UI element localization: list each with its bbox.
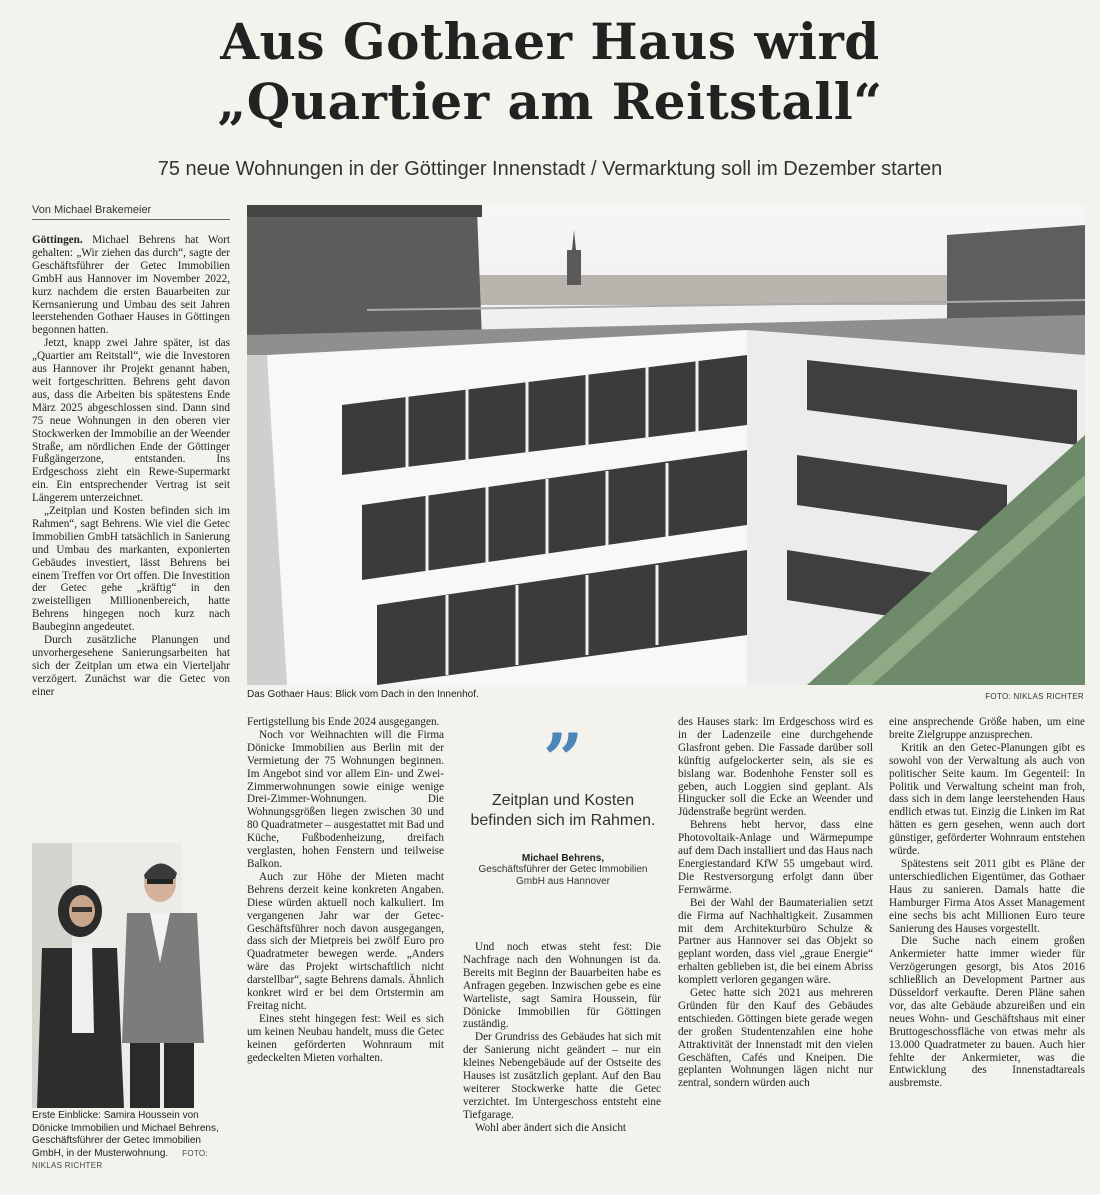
text-column-2 — [247, 716, 444, 1186]
main-photo-caption: Das Gothaer Haus: Blick vom Dach in den Innenhof. — [247, 689, 479, 700]
paragraph: Fertigstellung bis Ende 2024 ausgegangen. — [247, 716, 440, 728]
byline: Von Michael Brakemeier — [32, 204, 230, 220]
paragraph: Göttingen. Michael Behrens hat Wort gehalten: „Wir ziehen das durch“, sagte der Geschäftsführer der Getec Immobilien GmbH aus Hannover im November 2022, kurz nachdem die ersten Bauarbeiten zur Kernsanierung und Umbau des seit Jahren leerstehenden Gothaer Hauses in Göttingen begonnen hatten. — [32, 234, 230, 337]
paragraph: Bei der Wahl der Baumaterialien setzt die Firma auf Nachhaltigkeit. Zusammen mit dem Architekturbüro Schulze & Partner aus Hannover sei das Objekt so geplant worden, dass viel „graue Energie“ erhalten geblieben ist, die bei einem Abriss komplett verloren gegangen wäre. — [678, 896, 873, 987]
quote-text: Zeitplan und Kosten befinden sich im Rahmen. — [470, 792, 656, 829]
text-column-4 — [678, 716, 873, 1186]
paragraph: eine ansprechende Größe haben, um eine breite Zielgruppe anzusprechen. — [889, 716, 1085, 741]
main-photo-credit: FOTO: NIKLAS RICHTER — [985, 692, 1084, 701]
text-column-5 — [889, 716, 1085, 1186]
headline-line-2: „Quartier am Reitstall“ — [217, 72, 883, 131]
paragraph: Jetzt, knapp zwei Jahre später, ist das „Quartier am Reitstall“, wie die Investoren aus Hannover ihr Projekt genannt haben, weit fortgeschritten. Behrens geht davon aus, dass die Arbeiten bis spätestens Ende März 2025 abgeschlossen sind. Dann sind 75 neue Wohnungen in den oberen vier Stockwerken der Immobilie an der Weender Straße, am nördlichen Ende der Göttinger Fußgängerzone, entstanden. Ins Erdgeschoss zieht ein Rewe-Supermarkt ein. Ein entsprechender Vertrag ist seit Längerem unterzeichnet. — [32, 337, 230, 505]
paragraph: Spätestens seit 2011 gibt es Pläne der unterschiedlichen Eigentümer, das Gothaer Haus zu sanieren. Damals hatte die Hamburger Firma Atos Asset Management eine sechs bis acht Millionen Euro teure Sanierung des Hauses vorgestellt. — [889, 857, 1085, 935]
paragraph: Durch zusätzliche Planungen und unvorhergesehene Sanierungsarbeiten hat sich der Zeitplan um etwa ein Vierteljahr verzögert. Zunächst war die Getec von einer — [32, 634, 230, 698]
paragraph: des Hauses stark: Im Erdgeschoss wird es in der Ladenzeile eine durchgehende Glasfront geben. Die Fassade darüber soll künftig aufgelockerter sein, als sie es bislang war. Bodenhohe Fenster soll es geben, auch Loggien sind geplant. Als Hingucker soll die Ecke an Weender und Jüdenstraße begrünt werden. — [678, 716, 873, 819]
people-photo — [32, 843, 230, 1108]
text-column-1 — [32, 234, 230, 832]
main-photo — [247, 205, 1085, 685]
paragraph: Der Grundriss des Gebäudes hat sich mit der Sanierung nicht geändert – nur ein kleines Nebengebäude auf der Ostseite des Hauses ist zusätzlich geplant. Auf den Bau weiterer Stockwerke hatte die Getec verzichtet. Im Untergeschoss entsteht eine Tiefgarage. — [463, 1031, 661, 1121]
paragraph: Eines steht hingegen fest: Weil es sich um keinen Neubau handelt, muss die Getec keinen geförderten Wohnraum mit gedeckelten Mieten vorhalten. — [247, 1012, 444, 1064]
paragraph: Noch vor Weihnachten will die Firma Dönicke Immobilien aus Berlin mit der Vermietung der 75 Wohnungen beginnen. Im Angebot sind vor allem Ein- und Zwei-Zimmerwohnungen sowie einige wenige Drei-Zimmer-Wohnungen. Die Wohnungsgrößen liegen zwischen 30 und 80 Quadratmeter – ausgestattet mit Bad und Küche, Fußbodenheizung, dreifach verglasten, hohen Fenstern und teilweise Balkon. — [247, 728, 444, 870]
quote-author-role: Geschäftsführer der Getec Immobilien GmbH aus Hannover — [478, 864, 648, 887]
paragraph: Behrens hebt hervor, dass eine Photovoltaik-Anlage und Wärmepumpe auf dem Dach installiert und das Haus nach Energiestandard KfW 55 umgebaut wird. Die Restversorgung erfolgt dann über Fernwärme. — [678, 819, 873, 896]
paragraph: Kritik an den Getec-Planungen gibt es sowohl von der Verwaltung als auch von politischer Seite kaum. Im Gegenteil: In Politik und Verwaltung scheint man froh, dass sich in dem lange leerstehenden Haus endlich etwas tut. Einzig die Linken im Rat hätten es gern gesehen, wenn auch dort günstiger, geförderter Wohnraum entstehen würde. — [889, 741, 1085, 858]
people-photo-caption: Erste Einblicke: Samira Houssein von Dönicke Immobilien und Michael Behrens, Geschäftsführer der Getec Immobilien GmbH, in der Musterwohnung. FOTO: NIKLAS RICHTER — [32, 1110, 219, 1170]
headline-line-1: Aus Gothaer Haus wird — [220, 12, 880, 71]
headline — [0, 12, 1100, 132]
paragraph: Wohl aber ändert sich die Ansicht — [475, 1121, 627, 1134]
dateline: Göttingen. — [32, 234, 83, 246]
paragraph: Und noch etwas steht fest: Die Nachfrage nach den Wohnungen ist da. Bereits mit Beginn der Bauarbeiten habe es Anfragen gegeben. Inzwischen gebe es eine Warteliste, sagt Samira Houssein, für Dönicke Immobilien für Göttingen zuständig. — [463, 941, 661, 1031]
text-column-3 — [463, 941, 661, 1186]
paragraph: Die Suche nach einem großen Ankermieter hatte immer wieder für Verzögerungen gesorgt, bis Atos 2016 schließlich an Development Partner aus Düsseldorf verkaufte. Deren Pläne sahen vor, das alte Gebäude abzureißen und ein neues Wohn- und Geschäftshaus mit einer Bruttogeschossfläche von etwas mehr als 13.000 Quadratmeter zu bauen. Auch hier fehlte der Ankermieter, was die Entwicklung des Innenstadtareals ausbremste. — [889, 935, 1085, 1090]
portrait-image — [32, 843, 230, 1108]
building-courtyard-image — [247, 205, 1085, 685]
quote-mark-icon: ” — [542, 718, 584, 801]
people-photo-credit: FOTO: NIKLAS RICHTER — [32, 1148, 208, 1170]
quote-author: Michael Behrens, — [521, 853, 605, 864]
paragraph: Getec hatte sich 2021 aus mehreren Gründen für den Kauf des Gebäudes entschieden. Göttingen biete gerade wegen der großen Studentenzahlen eine hohe Attraktivität der Innenstadt mit den vielen Geschäften, Cafés und Kneipen. Die geplanten Wohnungen lägen nicht nur zentral, sondern würden auch — [678, 987, 873, 1090]
pull-quote — [463, 718, 663, 888]
subheadline: 75 neue Wohnungen in der Göttinger Innenstadt / Vermarktung soll im Dezember starten — [157, 158, 943, 180]
paragraph: Auch zur Höhe der Mieten macht Behrens derzeit keine konkreten Angaben. Diese würden aktuell noch kalkuliert. Im vergangenen Jahr war der Getec-Geschäftsführer noch davon ausgegangen, dass sich der Mietpreis bei zwölf Euro pro Quadratmeter bewegen werde. „Anders wäre das Projekt wirtschaftlich nicht darstellbar“, sagte Behrens damals. Ähnlich konkret wird er bei dem Ortstermin am Freitag nicht. — [247, 870, 444, 1012]
paragraph: „Zeitplan und Kosten befinden sich im Rahmen“, sagt Behrens. Wie viel die Getec Immobilien GmbH tatsächlich in Sanierung und Umbau des markanten, exponierten Gebäudes investiert, lässt Behrens bei einem Treffen vor Ort offen. Die Investition der Getec gehe „kräftig“ in den zweistelligen Millionenbereich, hatte Behrens hingegen noch kurz nach Baubeginn angedeutet. — [32, 505, 230, 634]
